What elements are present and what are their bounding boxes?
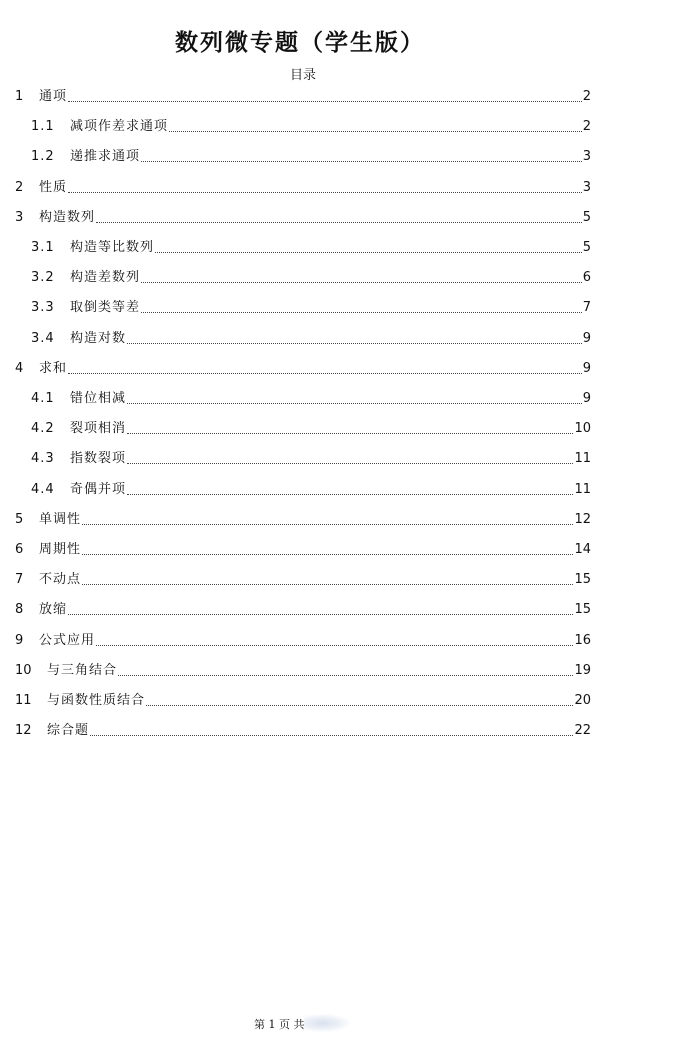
toc-dot-leader — [82, 584, 573, 585]
toc-entry-label: 减项作差求通项 — [70, 119, 169, 134]
toc-entry-page-number: 3 — [582, 180, 591, 195]
toc-entry-number: 4.3 — [31, 451, 55, 466]
toc-entry-page-number: 9 — [582, 361, 591, 376]
toc-entry-number: 4.4 — [31, 482, 55, 497]
toc-entry[interactable] — [15, 178, 591, 198]
toc-entry[interactable] — [31, 449, 591, 469]
toc-dot-leader — [127, 343, 582, 344]
toc-dot-leader — [96, 222, 582, 223]
toc-entry[interactable] — [31, 480, 591, 500]
toc-entry-label: 错位相减 — [70, 391, 127, 406]
document-title: 数列微专题（学生版） — [175, 29, 425, 56]
toc-dot-leader — [82, 524, 573, 525]
toc-entry-label: 构造数列 — [39, 210, 96, 225]
toc-entry-number: 3 — [15, 210, 24, 225]
toc-entry-label: 放缩 — [39, 602, 68, 617]
toc-entry[interactable] — [31, 238, 591, 258]
toc-entry-number: 6 — [15, 542, 24, 557]
toc-entry-label: 综合题 — [47, 723, 90, 738]
toc-entry-label: 与函数性质结合 — [47, 693, 146, 708]
toc-entry-number: 3.2 — [31, 270, 55, 285]
toc-entry-page-number: 19 — [574, 663, 591, 678]
toc-entry-number: 10 — [15, 663, 32, 678]
toc-dot-leader — [155, 252, 582, 253]
toc-entry[interactable] — [31, 268, 591, 288]
toc-dot-leader — [118, 675, 573, 676]
toc-entry-page-number: 20 — [574, 693, 591, 708]
toc-entry-page-number: 11 — [574, 482, 591, 497]
toc-entry-number: 8 — [15, 602, 24, 617]
toc-entry[interactable] — [31, 419, 591, 439]
toc-entry[interactable] — [31, 298, 591, 318]
toc-entry-number: 5 — [15, 512, 24, 527]
toc-entry[interactable] — [15, 570, 591, 590]
toc-dot-leader — [141, 282, 582, 283]
toc-entry[interactable] — [15, 721, 591, 741]
toc-entry-label: 构造差数列 — [70, 270, 141, 285]
toc-entry-number: 9 — [15, 633, 24, 648]
toc-entry-label: 裂项相消 — [70, 421, 127, 436]
toc-entry-page-number: 9 — [582, 331, 591, 346]
toc-dot-leader — [68, 101, 582, 102]
toc-entry-number: 4 — [15, 361, 24, 376]
toc-dot-leader — [127, 403, 582, 404]
toc-entry-label: 取倒类等差 — [70, 300, 141, 315]
toc-entry-page-number: 15 — [574, 572, 591, 587]
toc-entry-page-number: 14 — [574, 542, 591, 557]
toc-entry-label: 公式应用 — [39, 633, 96, 648]
toc-entry-number: 1.1 — [31, 119, 55, 134]
toc-entry-page-number: 12 — [574, 512, 591, 527]
toc-entry[interactable] — [15, 540, 591, 560]
toc-dot-leader — [68, 373, 582, 374]
toc-dot-leader — [68, 614, 573, 615]
toc-dot-leader — [90, 735, 573, 736]
toc-dot-leader — [127, 494, 573, 495]
toc-entry-label: 单调性 — [39, 512, 82, 527]
toc-entry-number: 12 — [15, 723, 32, 738]
toc-dot-leader — [146, 705, 573, 706]
toc-entry[interactable] — [15, 691, 591, 711]
toc-entry-label: 奇偶并项 — [70, 482, 127, 497]
toc-dot-leader — [127, 433, 573, 434]
toc-entry-label: 递推求通项 — [70, 149, 141, 164]
toc-entry[interactable] — [31, 147, 591, 167]
toc-entry-page-number: 2 — [582, 89, 591, 104]
toc-dot-leader — [127, 463, 573, 464]
toc-entry-number: 7 — [15, 572, 24, 587]
toc-entry-page-number: 7 — [582, 300, 591, 315]
toc-dot-leader — [96, 645, 573, 646]
toc-entry-page-number: 10 — [574, 421, 591, 436]
toc-entry-page-number: 3 — [582, 149, 591, 164]
toc-entry-page-number: 6 — [582, 270, 591, 285]
toc-entry-label: 通项 — [39, 89, 68, 104]
toc-entry-number: 3.4 — [31, 331, 55, 346]
toc-entry-number: 1 — [15, 89, 24, 104]
toc-entry[interactable] — [15, 631, 591, 651]
toc-entry[interactable] — [15, 359, 591, 379]
toc-entry-number: 1.2 — [31, 149, 55, 164]
toc-entry-page-number: 5 — [582, 210, 591, 225]
toc-entry-label: 指数裂项 — [70, 451, 127, 466]
toc-entry-label: 周期性 — [39, 542, 82, 557]
toc-dot-leader — [68, 192, 582, 193]
toc-entry-page-number: 2 — [582, 119, 591, 134]
toc-entry[interactable] — [31, 389, 591, 409]
toc-dot-leader — [169, 131, 582, 132]
toc-heading: 目录 — [289, 68, 316, 83]
toc-entry[interactable] — [15, 661, 591, 681]
toc-entry-label: 不动点 — [39, 572, 82, 587]
toc-dot-leader — [82, 554, 573, 555]
toc-entry-label: 构造对数 — [70, 331, 127, 346]
toc-entry-number: 3.3 — [31, 300, 55, 315]
toc-entry-number: 3.1 — [31, 240, 55, 255]
footer-redaction-blur — [304, 1014, 350, 1032]
toc-entry-number: 2 — [15, 180, 24, 195]
toc-entry[interactable] — [15, 87, 591, 107]
toc-entry-label: 构造等比数列 — [70, 240, 155, 255]
toc-dot-leader — [141, 312, 582, 313]
toc-entry[interactable] — [31, 117, 591, 137]
toc-entry-page-number: 11 — [574, 451, 591, 466]
toc-entry-number: 11 — [15, 693, 32, 708]
toc-entry-number: 4.1 — [31, 391, 55, 406]
toc-entry-page-number: 15 — [574, 602, 591, 617]
toc-entry[interactable] — [15, 600, 591, 620]
toc-entry[interactable] — [31, 329, 591, 349]
toc-entry-page-number: 9 — [582, 391, 591, 406]
toc-entry-label: 性质 — [39, 180, 68, 195]
page-footer: 第 1 页 共 — [254, 1018, 305, 1031]
toc-entry-page-number: 22 — [574, 723, 591, 738]
toc-dot-leader — [141, 161, 582, 162]
toc-entry-page-number: 16 — [574, 633, 591, 648]
toc-entry[interactable] — [15, 510, 591, 530]
toc-entry[interactable] — [15, 208, 591, 228]
toc-entry-number: 4.2 — [31, 421, 55, 436]
toc-entry-page-number: 5 — [582, 240, 591, 255]
toc-entry-label: 与三角结合 — [47, 663, 118, 678]
toc-entry-label: 求和 — [39, 361, 68, 376]
